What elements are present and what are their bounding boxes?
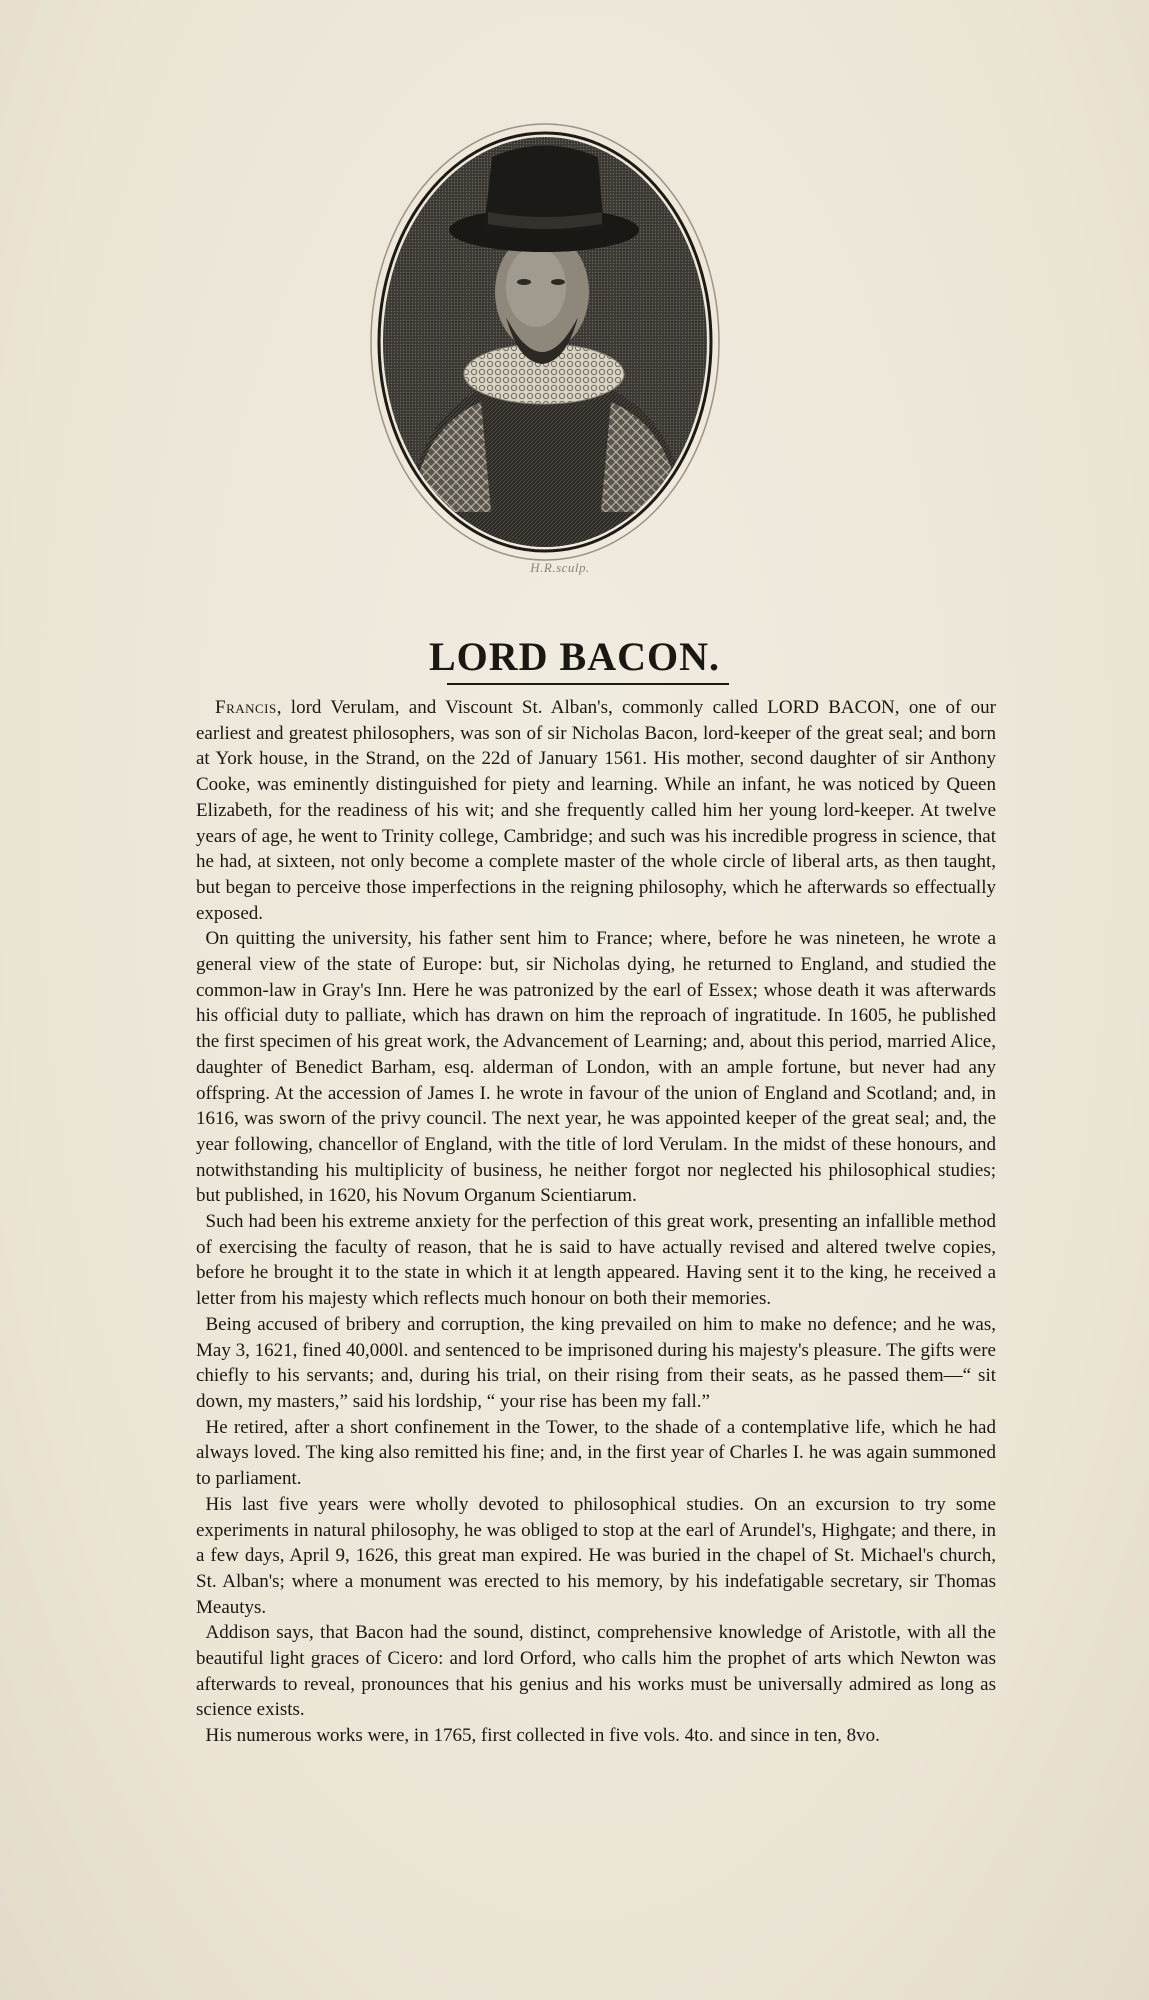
paragraph-text: His numerous works were, in 1765, first collected in five vols. 4to. and since in ten, 8vo. xyxy=(205,1725,880,1747)
paragraph-text: Addison says, that Bacon had the sound, distinct, comprehensive knowledge of Aristotle, with all the beautiful light graces of Cicero: and lord Orford, who calls him the prophet of arts which Newton was afterwards to reveal, pronounces that his genius and his works must be universally admired as long as science exists. xyxy=(196,1622,996,1721)
paragraph-3 xyxy=(196,1209,996,1312)
paragraph-1 xyxy=(196,695,996,926)
paragraph-7 xyxy=(196,1620,996,1723)
paragraph-6 xyxy=(196,1492,996,1621)
lead-word: Francis xyxy=(215,697,277,718)
paragraph-4 xyxy=(196,1312,996,1415)
paragraph-text: Such had been his extreme anxiety for the perfection of this great work, presenting an infallible method of exercising the faculty of reason, that he is said to have actually revised and altered twelve copies, before he brought it to the state in which it at length appeared. Having sent it to the king, he received a letter from his majesty which reflects much honour on both their memories. xyxy=(196,1211,996,1310)
engraver-signature: H.R.sculp. xyxy=(530,560,590,575)
paragraph-8 xyxy=(196,1723,996,1749)
page-title: LORD BACON. xyxy=(428,634,721,679)
paragraph-2 xyxy=(196,926,996,1209)
paragraph-text: His last five years were wholly devoted to philosophical studies. On an excursion to try some experiments in natural philosophy, he was obliged to stop at the earl of Arundel's, Highgate; and there, in a few days, April 9, 1626, this great man expired. He was buried in the chapel of St. Michael's church, St. Alban's; where a monument was erected to his memory, by his indefatigable secretary, sir Thomas Meautys. xyxy=(196,1493,996,1618)
title-underline xyxy=(447,683,729,685)
biography-text xyxy=(196,695,996,1749)
paragraph-5 xyxy=(196,1415,996,1492)
portrait-engraving xyxy=(366,112,724,577)
paragraph-text: Being accused of bribery and corruption, the king prevailed on him to make no defence; and he was, May 3, 1621, fined 40,000l. and sentenced to be imprisoned during his majesty's pleasure. The gifts were chiefly to his servants; and, during his trial, on their rising from their seats, as he passed them—“ sit down, my masters,” said his lordship, “ your rise has been my fall.” xyxy=(196,1313,996,1412)
paragraph-text: , lord Verulam, and Viscount St. Alban's, commonly called LORD BACON, one of our earliest and greatest philosophers, was son of sir Nicholas Bacon, lord-keeper of the great seal; and born at York house, in the Strand, on the 22d of January 1561. His mother, second daughter of sir Anthony Cooke, was eminently distinguished for piety and learning. While an infant, he was noticed by Queen Elizabeth, for the readiness of his wit; and she frequently called him her young lord-keeper. At twelve years of age, he went to Trinity college, Cambridge; and such was his incredible progress in science, that he had, at sixteen, not only become a complete master of the whole circle of liberal arts, as then taught, but began to perceive those imperfections in the reigning philosophy, which he afterwards so effectually exposed. xyxy=(196,697,996,924)
paragraph-text: On quitting the university, his father sent him to France; where, before he was nineteen, he wrote a general view of the state of Europe: but, sir Nicholas dying, he returned to England, and studied the common-law in Gray's Inn. Here he was patronized by the earl of Essex; whose death it was afterwards his official duty to palliate, which has drawn on him the reproach of ingratitude. In 1605, he published the first specimen of his great work, the Advancement of Learning; and, about this period, married Alice, daughter of Benedict Barham, esq. alderman of London, with an ample fortune, but never had any offspring. At the accession of James I. he wrote in favour of the union of England and Scotland; and, in 1616, was sworn of the privy council. The next year, he was appointed keeper of the great seal; and, the year following, chancellor of England, with the title of lord Verulam. In the midst of these honours, and notwithstanding his multiplicity of business, he neither forgot nor neglected his philosophical studies; but published, in 1620, his Novum Organum Scientiarum. xyxy=(196,928,996,1207)
portrait-image xyxy=(366,112,724,577)
paragraph-text: He retired, after a short confinement in the Tower, to the shade of a contemplative life, which he had always loved. The king also remitted his fine; and, in the first year of Charles I. he was again summoned to parliament. xyxy=(196,1416,996,1490)
